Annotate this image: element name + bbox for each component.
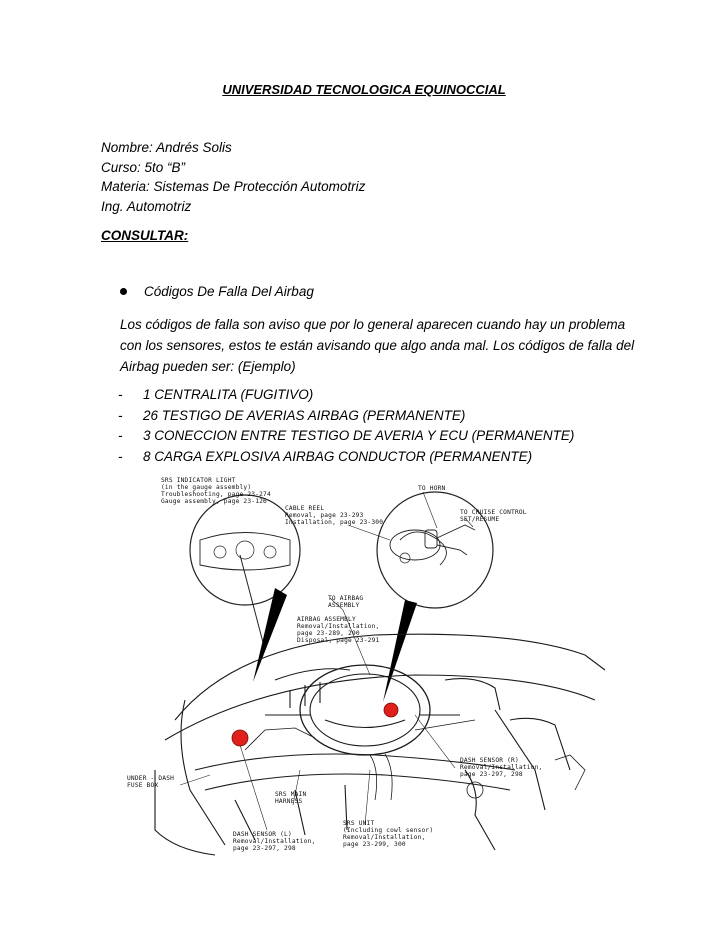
pointer-spike	[383, 600, 417, 702]
svg-text:SRS MAIN: SRS MAIN	[275, 791, 307, 798]
svg-text:Removal, page 23-293: Removal, page 23-293	[285, 512, 364, 519]
pointer-spike	[253, 588, 287, 682]
svg-text:Removal/Installation,: Removal/Installation,	[297, 623, 380, 630]
svg-text:Installation, page 23-300: Installation, page 23-300	[285, 519, 384, 526]
cable-reel-label	[285, 505, 383, 526]
paragraph-line: Airbag pueden ser: (Ejemplo)	[120, 359, 296, 374]
svg-text:Removal/Installation,: Removal/Installation,	[460, 764, 543, 771]
dash-marker: -	[118, 407, 123, 423]
svg-text:DASH SENSOR (L): DASH SENSOR (L)	[233, 831, 292, 838]
svg-text:page 23-289, 290: page 23-289, 290	[297, 630, 360, 637]
to-horn-label	[418, 485, 446, 492]
fault-code: 8 CARGA EXPLOSIVA AIRBAG CONDUCTOR (PERMANENTE)	[143, 448, 533, 464]
svg-text:SRS INDICATOR LIGHT: SRS INDICATOR LIGHT	[161, 477, 236, 484]
dash-sensor-right-marker	[384, 703, 398, 717]
dash-marker: -	[118, 448, 123, 464]
fault-code: 3 CONECCION ENTRE TESTIGO DE AVERIA Y ECU (PERMANENTE)	[143, 428, 575, 443]
srs-airbag-diagram	[115, 470, 615, 860]
gauge-detail-circle	[190, 495, 300, 650]
srs-main-harness-label	[275, 791, 306, 805]
body-paragraph	[120, 315, 635, 378]
svg-text:page 23-297, 298: page 23-297, 298	[460, 771, 523, 778]
paragraph-line: Los códigos de falla son aviso que por lo general aparecen cuando hay un problema	[120, 317, 626, 332]
svg-text:Gauge assembly, page 23-126: Gauge assembly, page 23-126	[161, 498, 267, 505]
dash-marker: -	[118, 428, 123, 443]
svg-text:TO AIRBAG: TO AIRBAG	[328, 595, 364, 602]
student-subject: Materia: Sistemas De Protección Automotriz	[101, 179, 366, 194]
svg-text:SRS UNIT: SRS UNIT	[343, 820, 375, 827]
srs-indicator-label	[161, 477, 271, 505]
student-name: Nombre: Andrés Solis	[101, 140, 232, 155]
dash-marker: -	[118, 387, 123, 402]
svg-text:UNDER - DASH: UNDER - DASH	[127, 775, 175, 782]
document-title: UNIVERSIDAD TECNOLOGICA EQUINOCCIAL	[222, 82, 506, 97]
fault-code: 1 CENTRALITA (FUGITIVO)	[143, 387, 314, 402]
svg-text:Troubleshooting, page 23-274: Troubleshooting, page 23-274	[161, 491, 271, 498]
to-airbag-label	[328, 595, 363, 609]
to-cruise-label	[460, 509, 527, 523]
svg-text:TO HORN: TO HORN	[418, 485, 446, 492]
fault-code: 26 TESTIGO DE AVERIAS AIRBAG (PERMANENTE)	[143, 407, 466, 423]
srs-unit-label	[343, 820, 433, 848]
svg-text:Disposal, page 23-291: Disposal, page 23-291	[297, 637, 380, 644]
bullet-item-label: Códigos De Falla Del Airbag	[144, 284, 314, 299]
student-info	[101, 138, 365, 216]
svg-text:SET/RESUME: SET/RESUME	[460, 516, 500, 523]
bullet-dot-icon	[120, 288, 127, 295]
student-course: Curso: 5to “B”	[101, 159, 186, 175]
paragraph-line: con los sensores, estos te están avisando que algo anda mal. Los códigos de falla del	[120, 338, 635, 353]
dash-sensor-right-label	[460, 757, 542, 778]
svg-text:page 23-297, 298: page 23-297, 298	[233, 845, 296, 852]
svg-text:AIRBAG ASSEMBLY: AIRBAG ASSEMBLY	[297, 616, 356, 623]
svg-text:HARNESS: HARNESS	[275, 798, 303, 805]
svg-text:CABLE REEL: CABLE REEL	[285, 505, 325, 512]
dash-sensor-left-label	[233, 831, 315, 852]
dashboard-illustration	[155, 634, 605, 855]
svg-text:TO CRUISE CONTROL: TO CRUISE CONTROL	[460, 509, 527, 516]
svg-text:DASH SENSOR (R): DASH SENSOR (R)	[460, 757, 519, 764]
under-dash-fuse-box-label	[127, 775, 174, 789]
student-career: Ing. Automotriz	[101, 198, 192, 214]
svg-text:ASSEMBLY: ASSEMBLY	[328, 602, 360, 609]
svg-text:FUSE BOX: FUSE BOX	[127, 782, 159, 789]
airbag-assembly-label	[297, 616, 380, 644]
svg-text:(Including cowl sensor): (Including cowl sensor)	[343, 827, 434, 834]
svg-text:Removal/Installation,: Removal/Installation,	[343, 834, 426, 841]
dash-sensor-left-marker	[232, 730, 248, 746]
svg-text:page 23-299, 300: page 23-299, 300	[343, 841, 406, 848]
svg-text:(in the gauge assembly): (in the gauge assembly)	[161, 484, 252, 491]
svg-text:Removal/Installation,: Removal/Installation,	[233, 838, 316, 845]
section-heading: CONSULTAR:	[101, 228, 189, 243]
